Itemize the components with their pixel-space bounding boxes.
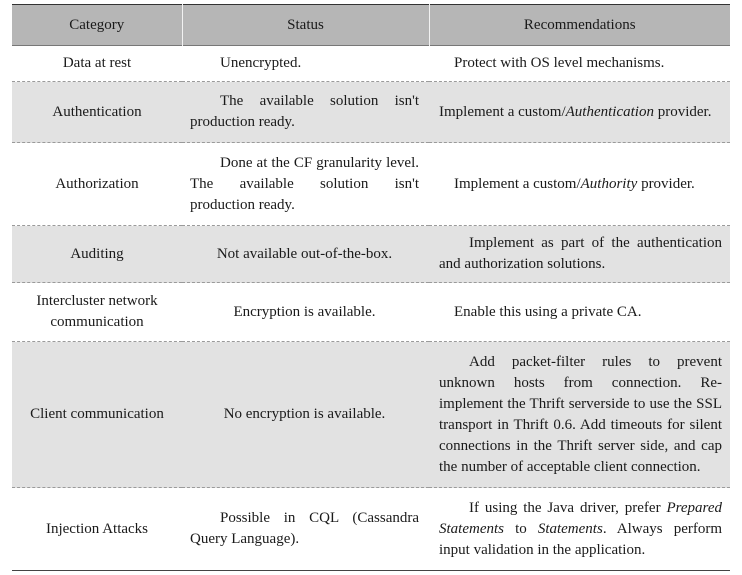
- table-row: [12, 488, 730, 571]
- rec-text: Implement a custom/: [454, 175, 581, 192]
- header-row: [12, 5, 730, 46]
- row-category: Auditing: [12, 226, 182, 283]
- row-category: Authentication: [12, 82, 182, 143]
- table-row: [12, 143, 730, 226]
- row-recommendation: [429, 82, 730, 143]
- row-category: Intercluster network communication: [12, 283, 182, 342]
- rec-text: If using the Java driver, prefer: [469, 499, 667, 516]
- row-status: The available solution isn't production ready.: [182, 82, 429, 143]
- table-row: [12, 283, 730, 342]
- row-status: Possible in CQL (Cassandra Query Language).: [182, 488, 429, 571]
- row-status: Not available out-of-the-box.: [182, 226, 429, 283]
- row-status: Encryption is available.: [182, 283, 429, 342]
- header-status: Status: [182, 5, 429, 46]
- header-recommendations: Recommendations: [429, 5, 730, 46]
- table-row: [12, 226, 730, 283]
- rec-emphasis: Authority: [580, 175, 638, 192]
- row-status: No encryption is available.: [182, 342, 429, 488]
- rec-text: . Always perform input validation in the application.: [439, 520, 723, 558]
- rec-text: Implement a custom/: [439, 103, 566, 120]
- row-recommendation: Enable this using a private CA.: [429, 283, 730, 342]
- rec-text: to: [504, 520, 538, 537]
- row-category: Client communication: [12, 342, 182, 488]
- rec-emphasis: Authentication: [565, 103, 654, 120]
- rec-emphasis: Statements: [537, 520, 603, 537]
- row-recommendation: Add packet-filter rules to prevent unknown hosts from connection. Re-implement the Thrift serverside to use the SSL transport in Thrift 0.6. Add timeouts for silent connections in the Thrift server side, and cap the number of acceptable client connection.: [429, 342, 730, 488]
- row-recommendation: [429, 488, 730, 571]
- row-category: Data at rest: [12, 46, 182, 82]
- row-status: Unencrypted.: [182, 46, 429, 82]
- table-row: [12, 342, 730, 488]
- table-header: [12, 5, 730, 46]
- row-recommendation: [429, 143, 730, 226]
- rec-text: provider.: [637, 175, 695, 192]
- table-row: [12, 46, 730, 82]
- security-recommendations-table: [12, 4, 730, 571]
- table-body: [12, 46, 730, 571]
- rec-emphasis: Prepared Statements: [439, 499, 722, 537]
- table-row: [12, 82, 730, 143]
- row-status: Done at the CF granularity level. The available solution isn't production ready.: [182, 143, 429, 226]
- header-category: Category: [69, 16, 125, 33]
- row-category: Injection Attacks: [12, 488, 182, 571]
- row-category: Authorization: [12, 143, 182, 226]
- row-recommendation: Protect with OS level mechanisms.: [429, 46, 730, 82]
- rec-text: provider.: [653, 103, 712, 120]
- row-recommendation: Implement as part of the authentication and authorization solutions.: [429, 226, 730, 283]
